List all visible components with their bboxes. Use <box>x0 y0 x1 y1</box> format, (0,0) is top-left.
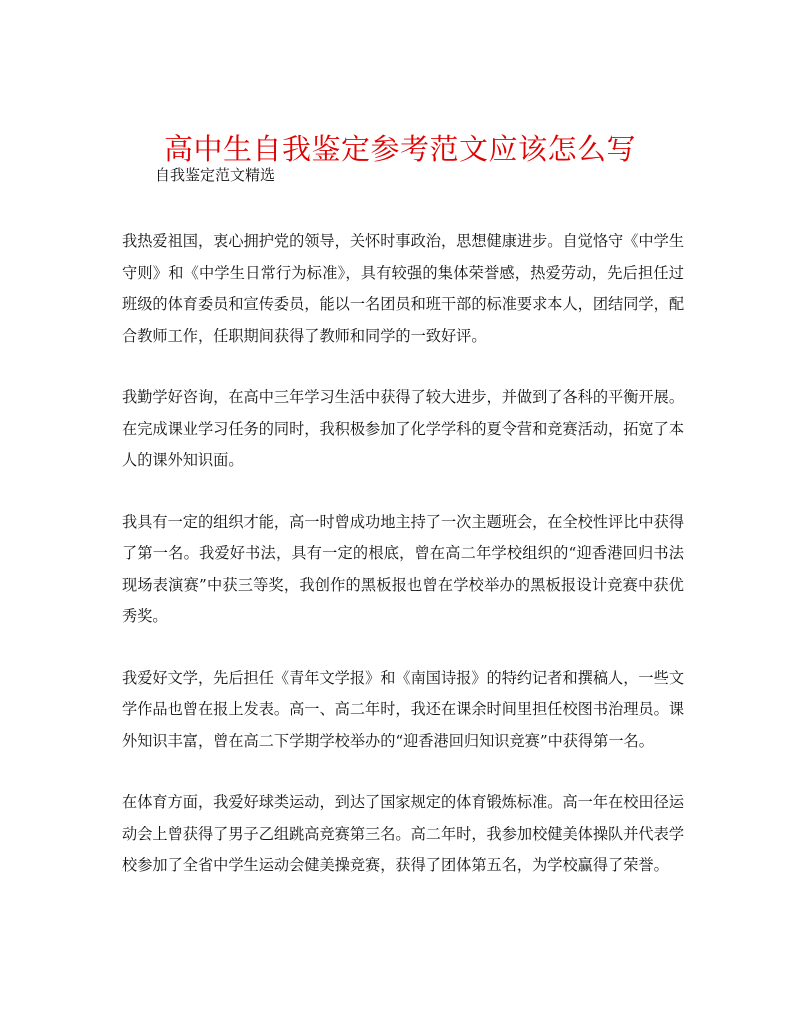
paragraph: 我具有一定的组织才能，高一时曾成功地主持了一次主题班会，在全校性评比中获得了第一名。我爱好书法，具有一定的根底，曾在高二年学校组织的“迎香港回归书法现场表演赛”中获三等奖，我创作的黑板报也曾在学校举办的黑板报设计竞赛中获优秀奖。 <box>122 512 684 625</box>
paragraph: 我热爱祖国，衷心拥护党的领导，关怀时事政治，思想健康进步。自觉恪守《中学生守则》和《中学生日常行为标准》，具有较强的集体荣誉感，热爱劳动，先后担任过班级的体育委员和宣传委员，能以一名团员和班干部的标准要求本人，团结同学，配合教师工作，任职期间获得了教师和同学的一致好评。 <box>122 232 684 345</box>
document-body <box>122 226 684 912</box>
paragraph: 我爱好文学，先后担任《青年文学报》和《南国诗报》的特约记者和撰稿人，一些文学作品也曾在报上发表。高一、高二年时，我还在课余时间里担任校图书治理员。课外知识丰富，曾在高二下学期学校举办的“迎香港回归知识竞赛”中获得第一名。 <box>122 668 684 750</box>
page-title: 高中生自我鉴定参考范文应该怎么写 <box>163 132 636 167</box>
paragraph: 在体育方面，我爱好球类运动，到达了国家规定的体育锻炼标准。高一年在校田径运动会上曾获得了男子乙组跳高竞赛第三名。高二年时，我参加校健美体操队并代表学校参加了全省中学生运动会健美操竞赛，获得了团体第五名，为学校赢得了荣誉。 <box>122 793 684 874</box>
paragraph: 我勤学好咨询，在高中三年学习生活中获得了较大进步，并做到了各科的平衡开展。在完成课业学习任务的同时，我积极参加了化学学科的夏令营和竞赛活动，拓宽了本人的课外知识面。 <box>122 388 684 469</box>
page-subtitle: 自我鉴定范文精选 <box>155 166 276 184</box>
